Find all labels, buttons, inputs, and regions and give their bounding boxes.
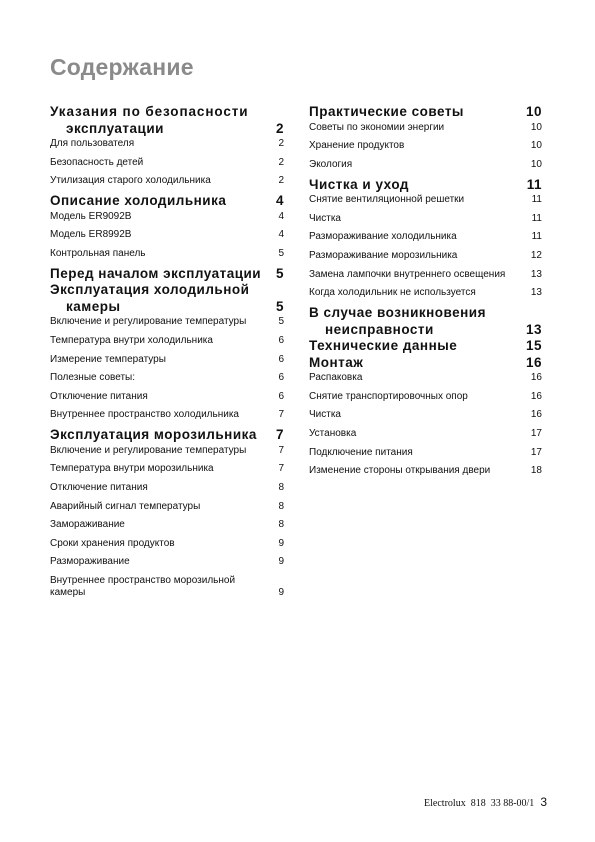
toc-item[interactable]: Хранение продуктов 10: [309, 140, 542, 152]
toc-item[interactable]: Снятие вентиляционной решетки 11: [309, 194, 542, 206]
toc-item[interactable]: Для пользователя 2: [50, 138, 284, 149]
section-title: Чистка и уход: [309, 176, 409, 192]
section-title: Перед началом эксплуатации: [50, 265, 262, 281]
toc-item[interactable]: Чистка 16: [309, 409, 542, 421]
toc-item[interactable]: Размораживание 9: [50, 556, 284, 568]
page-footer: [0, 795, 547, 809]
toc-section-safety[interactable]: [50, 104, 284, 137]
footer-doc-code: Electrolux 818 33 88-00/1: [424, 798, 535, 809]
page-title: Содержание: [50, 54, 194, 80]
section-title-continued: неисправности: [325, 321, 434, 337]
toc-item[interactable]: Контрольная панель 5: [50, 247, 284, 259]
toc-section-troubleshooting[interactable]: [309, 305, 542, 338]
toc-item[interactable]: Замена лампочки внутреннего освещения 13: [309, 268, 542, 280]
toc-item[interactable]: Модель ER9092B 4: [50, 210, 284, 222]
section-page: 13: [525, 321, 542, 337]
toc-item[interactable]: Полезные советы: 6: [50, 372, 284, 384]
toc-item[interactable]: Замораживание 8: [50, 519, 284, 531]
toc-item[interactable]: Когда холодильник не используется 13: [309, 287, 542, 299]
section-title: Указания по безопасности: [50, 104, 249, 119]
section-page: 7: [275, 427, 284, 443]
toc-item[interactable]: Сроки хранения продуктов 9: [50, 537, 284, 549]
toc-item[interactable]: Включение и регулирование температуры 5: [50, 316, 284, 328]
toc-section-tech-data[interactable]: [309, 338, 542, 355]
toc-item[interactable]: Внутреннее пространство холодильника 7: [50, 409, 284, 421]
section-title: В случае возникновения: [309, 305, 486, 321]
toc-item[interactable]: Модель ER8992B 4: [50, 229, 284, 241]
section-title-continued: камеры: [66, 298, 121, 314]
section-title: Описание холодильника: [50, 193, 227, 209]
toc-section-before-use[interactable]: [50, 266, 284, 283]
toc-section-fridge-use[interactable]: [50, 282, 284, 315]
section-title-continued: эксплуатации: [66, 120, 164, 136]
section-page: 5: [275, 298, 284, 314]
toc-item[interactable]: Включение и регулирование температуры 7: [50, 444, 284, 456]
toc-section-installation[interactable]: [309, 355, 542, 372]
section-title: Практические советы: [309, 104, 464, 119]
section-page: 16: [525, 354, 542, 370]
toc-item[interactable]: Размораживание морозильника 12: [309, 249, 542, 261]
section-page: 10: [525, 104, 542, 119]
section-title: Монтаж: [309, 354, 364, 370]
toc-section-freezer-use[interactable]: [50, 427, 284, 444]
section-page: 15: [525, 338, 542, 354]
toc-item[interactable]: Экология 10: [309, 158, 542, 170]
toc-item[interactable]: Аварийный сигнал температуры 8: [50, 500, 284, 512]
toc-item[interactable]: Отключение питания 8: [50, 482, 284, 494]
page-number: 3: [540, 795, 547, 809]
toc-item[interactable]: Температура внутри холодильника 6: [50, 334, 284, 346]
toc-section-tips[interactable]: [309, 104, 542, 121]
toc-item[interactable]: Температура внутри морозильника 7: [50, 463, 284, 475]
toc-item[interactable]: Чистка 11: [309, 212, 542, 224]
toc-right-column: [309, 104, 542, 477]
section-page: 5: [275, 265, 284, 281]
section-page: 4: [275, 193, 284, 209]
toc-item[interactable]: Отключение питания 6: [50, 390, 284, 402]
section-title: Эксплуатация холодильной: [50, 282, 250, 298]
toc-item[interactable]: Изменение стороны открывания двери 18: [309, 465, 542, 477]
toc-left-column: [50, 104, 284, 599]
toc-item[interactable]: Измерение температуры 6: [50, 353, 284, 365]
toc-section-description[interactable]: [50, 193, 284, 210]
toc-item[interactable]: Советы по экономии энергии 10: [309, 121, 542, 133]
toc-item[interactable]: Установка 17: [309, 427, 542, 439]
section-title: Технические данные: [309, 338, 458, 354]
section-page: 11: [526, 176, 542, 192]
section-title: Эксплуатация морозильника: [50, 427, 257, 443]
toc-item[interactable]: Размораживание холодильника 11: [309, 231, 542, 243]
toc-item[interactable]: Распаковка 16: [309, 372, 542, 384]
section-page: 2: [275, 120, 284, 136]
toc-item[interactable]: Внутреннее пространство морозильной камеры 9: [50, 575, 284, 598]
toc-section-cleaning[interactable]: [309, 177, 542, 194]
toc-item[interactable]: Подключение питания 17: [309, 446, 542, 458]
toc-item[interactable]: Снятие транспортировочных опор 16: [309, 390, 542, 402]
toc-item[interactable]: Утилизация старого холодильника 2: [50, 175, 284, 187]
toc-item[interactable]: Безопасность детей 2: [50, 156, 284, 168]
